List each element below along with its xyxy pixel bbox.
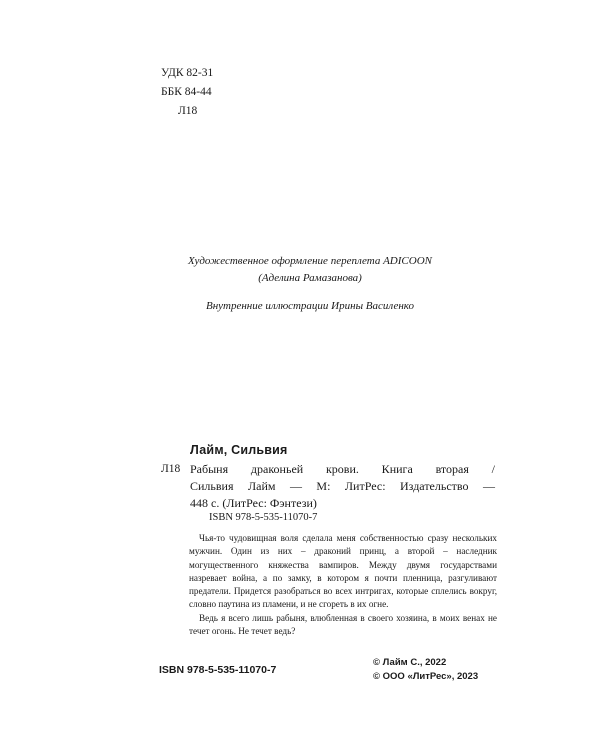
illustrations-credit: Внутренние иллюстрации Ирины Василенко	[205, 300, 415, 312]
annotation-paragraph-1: Чья-то чудовищная воля сделала меня собственностью сразу нескольких мужчин. Один из них – драконий принц, а второй – наследник могущественного княжества вампиров. Между двумя государствами назревает война, а по замку, в котором я почти пленница, разгуливают предатели. Придется разобраться во всех интригах, которые сплелись вокруг, словно паутина из пламени, и не сгореть в их огне.	[189, 533, 497, 610]
bib-desc-line-1: Рабыня драконьей крови. Книга вторая /	[190, 462, 495, 476]
annotation-paragraph-2: Ведь я всего лишь рабыня, влюбленная в своего хозяина, в моих венах не течет огонь. Не течет ведь?	[189, 612, 497, 637]
bib-author-mark: Л18	[161, 463, 181, 475]
bbk-code: ББК 84-44	[161, 86, 212, 98]
cover-design-credit-name: (Аделина Рамазанова)	[258, 272, 362, 284]
bib-description	[190, 461, 495, 512]
copyright-author: © Лайм С., 2022	[373, 657, 447, 668]
udk-code: УДК 82-31	[161, 67, 214, 79]
bib-desc-line-2: Сильвия Лайм — М: ЛитРес: Издательство —	[190, 479, 495, 493]
bib-author: Лайм, Сильвия	[190, 443, 288, 457]
bib-isbn: ISBN 978-5-535-11070-7	[209, 512, 318, 523]
bib-desc-line-3: 448 с. (ЛитРес: Фэнтези)	[190, 496, 317, 510]
copyright-publisher: © ООО «ЛитРес», 2023	[373, 671, 479, 682]
cover-design-credit: Художественное оформление переплета ADICOON	[188, 255, 432, 267]
author-mark: Л18	[178, 105, 198, 117]
footer-isbn: ISBN 978-5-535-11070-7	[159, 664, 277, 676]
annotation	[189, 532, 497, 638]
